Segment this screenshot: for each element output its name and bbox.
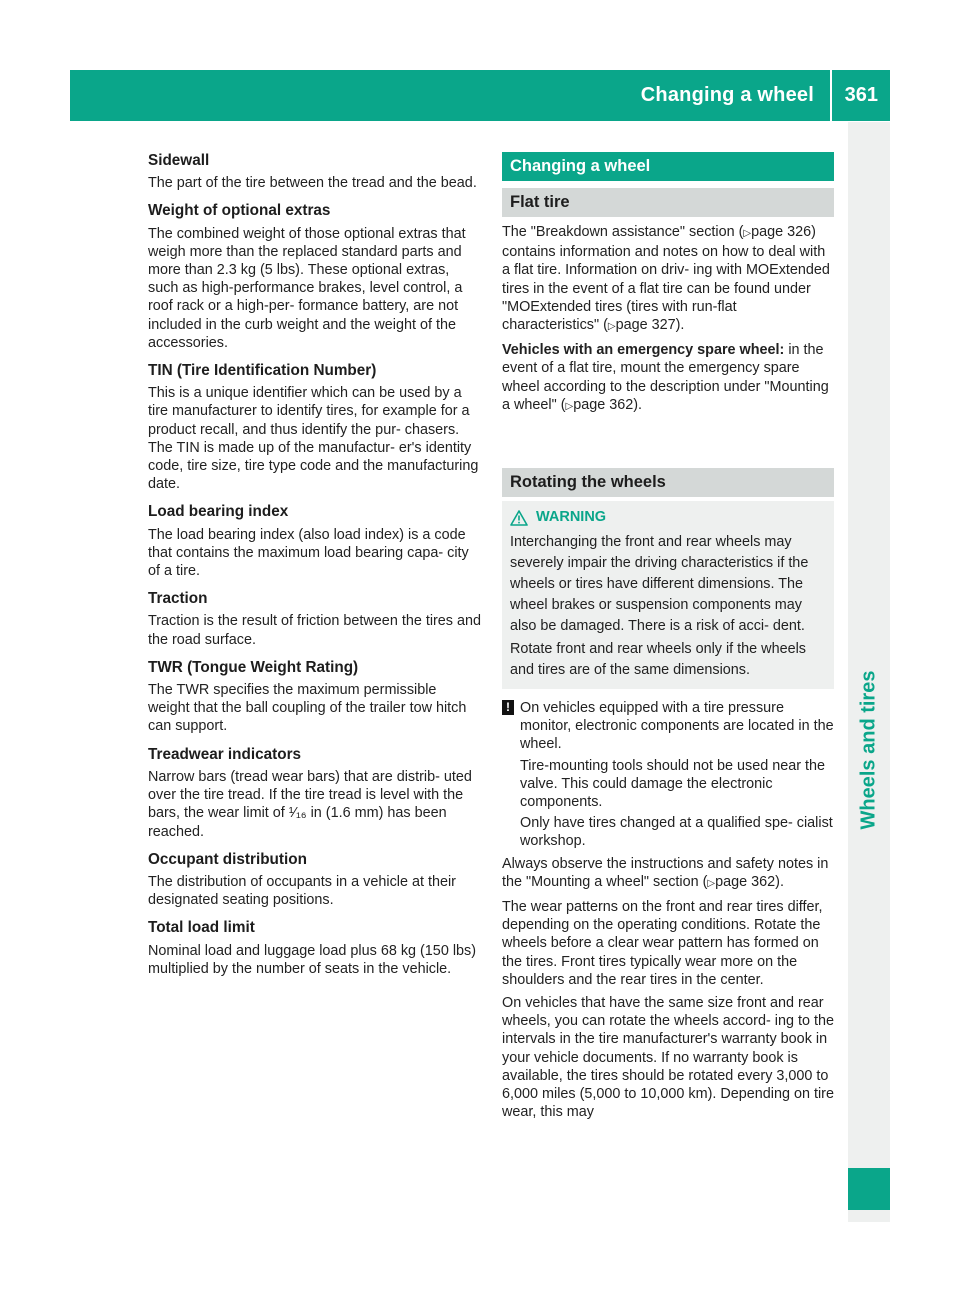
text-span: The "Breakdown assistance" section bbox=[502, 224, 735, 240]
term-definition: The combined weight of those optional extras that weigh more than the replaced standard parts and more than 2.3 kg (5 lbs). These optional extras, such as high-performance brakes, level control, a roof rack or a high-per- formance battery, are not included in the curb weight and the weight of the accessories. bbox=[148, 225, 466, 351]
side-tab bbox=[848, 600, 890, 900]
term-definition: Narrow bars (tread wear bars) that are distrib- uted over the tire tread. If the tire tread is level with the bars, the wear limit of ¹⁄₁₆ in (1.6 mm) has been reached. bbox=[148, 768, 472, 840]
left-column bbox=[148, 152, 482, 983]
section-title: Changing a wheel bbox=[502, 152, 834, 181]
warning-text: Rotate front and rear wheels only if the wheels and tires are of the same dimensions. bbox=[510, 641, 806, 679]
body-paragraph: The wear patterns on the front and rear tires differ, depending on the operating conditions. Rotate the wheels before a clear wear pattern has formed on the tires. Front tires typically wear more on the shoulders and the rear tires in the center. bbox=[502, 899, 823, 988]
spare-wheel-paragraph bbox=[502, 341, 834, 416]
bold-lead: Vehicles with an emergency spare wheel: bbox=[502, 342, 785, 359]
exclamation-icon: ! bbox=[502, 700, 514, 715]
warning-header bbox=[510, 507, 826, 528]
term-heading: Load bearing index bbox=[148, 503, 289, 521]
term-definition: The distribution of occupants in a vehicle at their designated seating positions. bbox=[148, 873, 456, 909]
notice-block bbox=[502, 699, 834, 851]
header-title: Changing a wheel bbox=[640, 84, 814, 106]
term-definition: This is a unique identifier which can be used by a tire manufacturer to identify tires, for example for a product recall, and thus identify the pur- chasers. The TIN is made up of the manufactur- er's identity code, tire size, tire type code and the manufacturing date. bbox=[148, 385, 479, 493]
side-tab-marker bbox=[848, 1168, 890, 1210]
right-column bbox=[502, 152, 834, 1127]
page-ref-link[interactable]: page 327). bbox=[615, 317, 685, 334]
page-ref-link[interactable]: page 362). bbox=[573, 396, 643, 413]
term-heading: Total load limit bbox=[148, 919, 255, 937]
term-definition: The TWR specifies the maximum permissible weight that the ball coupling of the trailer tow hitch can support. bbox=[148, 682, 467, 735]
subsection-title-flat-tire: Flat tire bbox=[502, 188, 834, 217]
header-separator bbox=[830, 70, 832, 121]
page-ref-arrow-icon: ▷ bbox=[607, 321, 616, 333]
warning-triangle-icon bbox=[510, 510, 528, 526]
term-heading: TWR (Tongue Weight Rating) bbox=[148, 658, 359, 676]
flat-tire-paragraph: The "Breakdown assistance" section (▷page 326) contains information and notes on how to deal with a flat tire. Information on driv- ing with MOExtended tires in the event of a flat tire can be found under "MOExtended tires (tires with run-flat characteristics" (▷page 327). bbox=[502, 224, 830, 334]
text-span: Always observe the instructions and safety notes in the "Mounting a wheel" section bbox=[502, 855, 829, 890]
text-span: in the event of a flat tire, mount the emergency spare wheel according to the description under "Mounting a wheel" ( bbox=[502, 342, 829, 413]
body-paragraph: On vehicles that have the same size front and rear wheels, you can rotate the wheels accord- ing to the intervals in the tire manufacturer's warranty book in your vehicle documents. If no warranty book is available, the tires should be rotated every 3,000 to 6,000 miles (5,000 to 10,000 km). Depending on tire wear, this may bbox=[502, 995, 834, 1121]
page-ref-arrow-icon: ▷ bbox=[707, 877, 716, 889]
warning-box bbox=[502, 501, 834, 689]
page-ref-arrow-icon: ▷ bbox=[743, 228, 752, 239]
notice-text: Tire-mounting tools should not be used near the valve. This could damage the electronic components. bbox=[520, 757, 826, 811]
notice-text: On vehicles equipped with a tire pressure monitor, electronic components are located in the wheel. bbox=[520, 700, 834, 753]
page-number: 361 bbox=[844, 84, 878, 106]
body-paragraph: Always observe the instructions and safety notes in the "Mounting a wheel" section (▷page 362). bbox=[502, 855, 829, 890]
page-ref-link[interactable]: page 326) contains information and notes on how to deal with a flat tire. Information on driv- ing with MOExtended tires in the event of a flat tire can be found under "MOExtended tires (tires with run-flat characteristics" ( bbox=[502, 224, 830, 334]
page-header bbox=[70, 70, 890, 121]
side-tab-label: Wheels and tires bbox=[857, 670, 880, 830]
warning-text: Interchanging the front and rear wheels may severely impair the driving characteristics if the wheels or tires have different dimensions. The wheel brakes or suspension components may also be damaged. There is a risk of acci- dent. bbox=[510, 534, 809, 635]
term-heading: Occupant distribution bbox=[148, 850, 307, 868]
subsection-title-rotating: Rotating the wheels bbox=[502, 468, 834, 497]
notice-text: Only have tires changed at a qualified spe- cialist workshop. bbox=[520, 815, 833, 850]
term-definition: Nominal load and luggage load plus 68 kg (150 lbs) multiplied by the number of seats in the vehicle. bbox=[148, 942, 477, 977]
term-definition: Traction is the result of friction between the tires and the road surface. bbox=[148, 613, 482, 648]
term-heading: Treadwear indicators bbox=[148, 745, 302, 763]
page-ref-arrow-icon: ▷ bbox=[565, 400, 574, 412]
warning-label: WARNING bbox=[536, 509, 607, 526]
term-definition: The load bearing index (also load index) is a code that contains the maximum load bearing capa- city of a tire. bbox=[148, 526, 469, 580]
page-ref-link[interactable]: page 362). bbox=[715, 873, 784, 890]
term-heading: TIN (Tire Identification Number) bbox=[148, 362, 377, 380]
term-heading: Traction bbox=[148, 590, 208, 608]
term-heading: Weight of optional extras bbox=[148, 202, 331, 220]
term-definition: The part of the tire between the tread and the bead. bbox=[148, 175, 477, 192]
term-heading: Sidewall bbox=[148, 152, 210, 169]
